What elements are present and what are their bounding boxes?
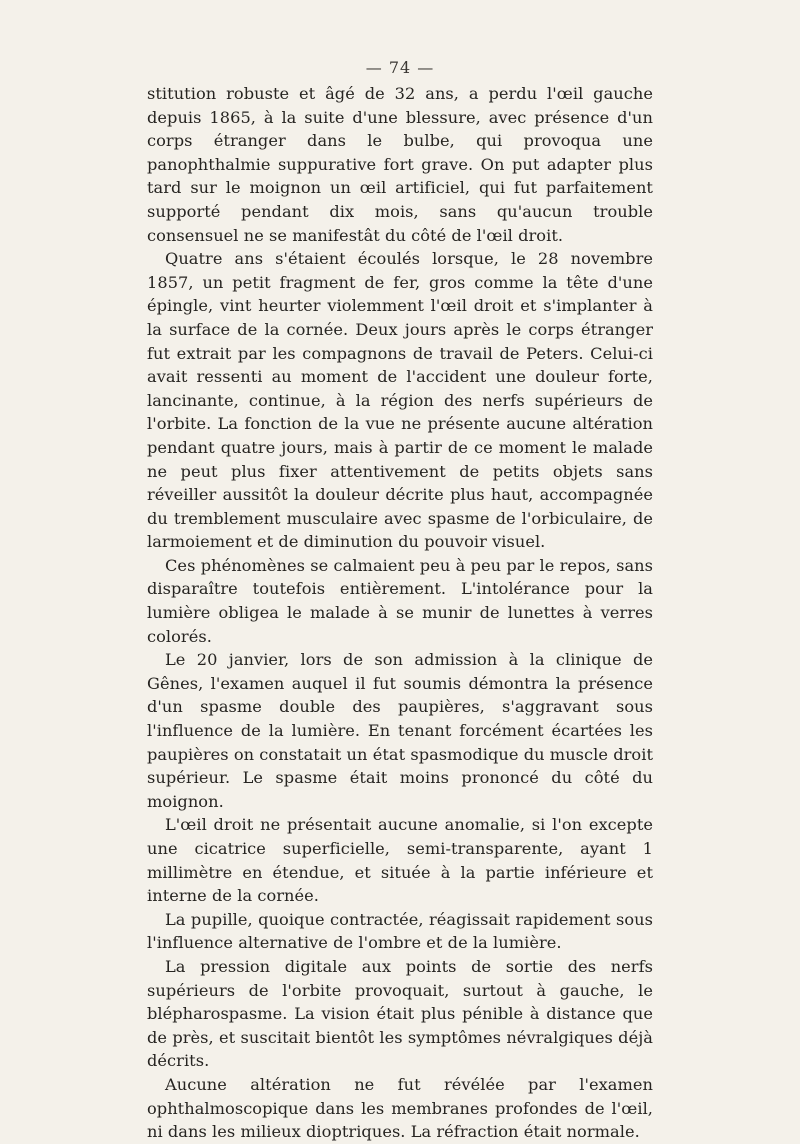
- paragraph: L'œil droit ne présentait aucune anomalie, si l'on excepte une cicatrice superficielle, semi-transparente, ayant 1 millimètre en étendue, et située à la partie inférieure et interne de la cornée.: [147, 815, 653, 906]
- paragraph: La pupille, quoique contractée, réagissait rapidement sous l'influence alternative de l'ombre et de la lumière.: [147, 909, 653, 953]
- page-number: — 74 —: [365, 58, 435, 77]
- paragraph: Aucune altération ne fut révélée par l'examen ophthalmoscopique dans les membranes profondes de l'œil, ni dans les milieux dioptriques. La réfraction était normale.: [147, 1074, 653, 1142]
- paragraph-continuation: stitution robuste et âgé de 32 ans, a perdu l'œil gauche depuis 1865, à la suite d'une blessure, avec présence d'un corps étranger dans le bulbe, qui provoqua une panophthalmie suppurative fort grave. On put adapter plus tard sur le moignon un œil artificiel, qui fut parfaitement supporté pendant dix mois, sans qu'aucun trouble consensuel ne se manifestât du côté de l'œil droit.: [147, 84, 653, 245]
- paragraph: Le 20 janvier, lors de son admission à la clinique de Gênes, l'examen auquel il fut soumis démontra la présence d'un spasme double des paupières, s'aggravant sous l'influence de la lumière. En tenant forcément écartées les paupières on constatait un état spasmodique du muscle droit supérieur. Le spasme était moins prononcé du côté du moignon.: [147, 650, 653, 811]
- paragraph: Quatre ans s'étaient écoulés lorsque, le 28 novembre 1857, un petit fragment de fer, gros comme la tête d'une épingle, vint heurter violemment l'œil droit et s'implanter à la surface de la cornée. Deux jours après le corps étranger fut extrait par les compagnons de travail de Peters. Celui-ci avait ressenti au moment de l'accident une douleur forte, lancinante, continue, à la région des nerfs supérieurs de l'orbite. La fonction de la vue ne présente aucune altération pendant quatre jours, mais à partir de ce moment le malade ne peut plus fixer attentivement de petits objets sans réveiller aussitôt la douleur décrite plus haut, accompagnée du tremblement musculaire avec spasme de l'orbiculaire, de larmoiement et de diminution du pouvoir visuel.: [147, 249, 653, 552]
- paragraph: La pression digitale aux points de sortie des nerfs supérieurs de l'orbite provoquait, surtout à gauche, le blépharospasme. La vision était plus pénible à distance que de près, et suscitait bientôt les symptômes névralgiques déjà décrits.: [147, 956, 653, 1071]
- body-text: [147, 82, 653, 1144]
- paragraph: Ces phénomènes se calmaient peu à peu par le repos, sans disparaître toutefois entièrement. L'intolérance pour la lumière obligea le malade à se munir de lunettes à verres colorés.: [147, 555, 653, 646]
